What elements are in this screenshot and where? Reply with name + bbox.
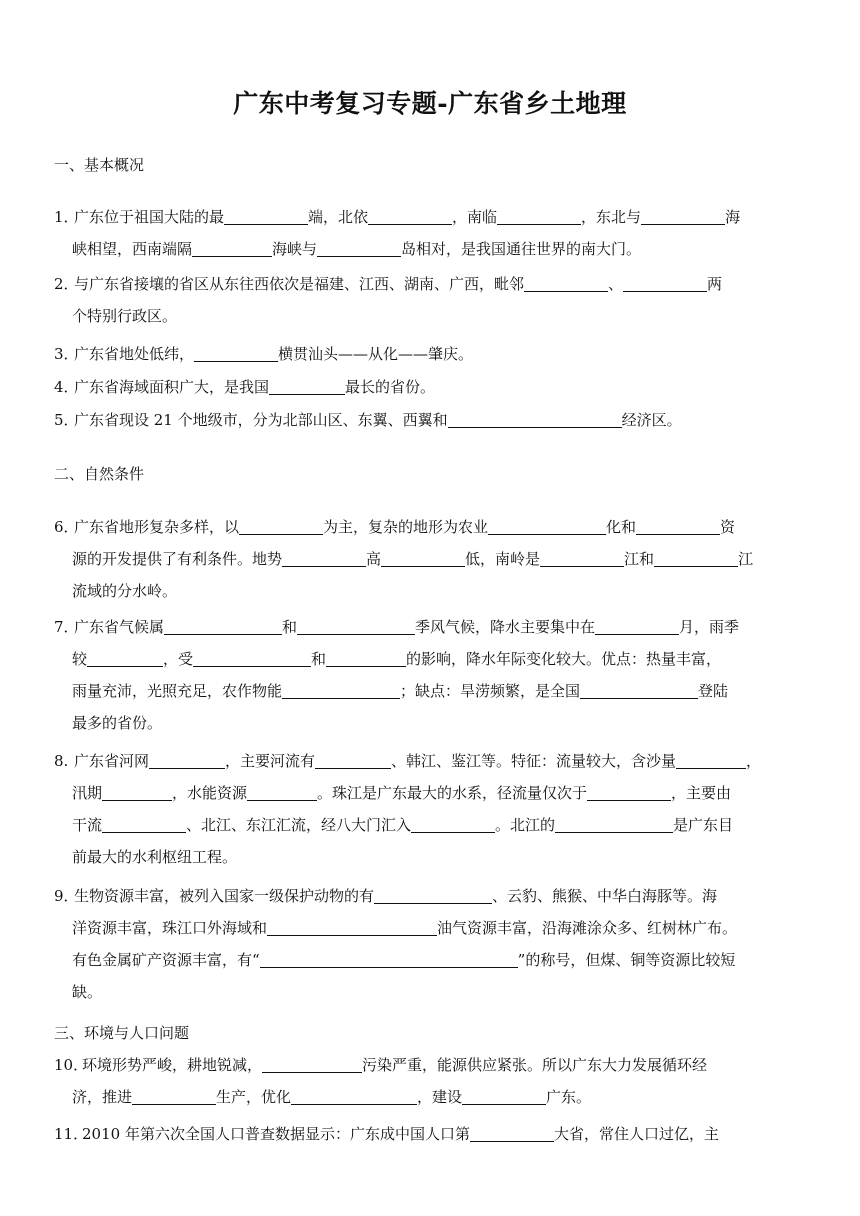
question-text: 济，推进 xyxy=(72,1088,133,1106)
question-2 xyxy=(54,268,810,332)
answer-blank[interactable] xyxy=(623,273,707,292)
question-1 xyxy=(54,201,810,265)
question-text: 低，南岭是 xyxy=(465,550,541,568)
question-text: ， xyxy=(746,752,762,770)
question-text: 较 xyxy=(72,650,88,668)
question-4 xyxy=(54,371,810,403)
question-text: 前最大的水利枢纽工程。 xyxy=(72,848,238,866)
question-text: ，南临 xyxy=(452,208,498,226)
question-9 xyxy=(54,880,810,1008)
question-text: 有色金属矿产资源丰富，有“ xyxy=(72,951,260,969)
question-text: 广东省现设 21 个地级市，分为北部山区、东翼、西翼和 xyxy=(74,411,448,429)
question-number: 1． xyxy=(54,208,79,226)
question-text: 横贯汕头——从化——肇庆。 xyxy=(278,345,474,363)
answer-blank[interactable] xyxy=(462,1086,546,1105)
question-text: 广东位于祖国大陆的最 xyxy=(74,208,225,226)
answer-blank[interactable] xyxy=(262,1054,362,1073)
document-title: 广东中考复习专题-广东省乡土地理 xyxy=(233,89,627,118)
answer-blank[interactable] xyxy=(368,206,452,225)
question-11 xyxy=(54,1118,810,1150)
question-text: 江 xyxy=(738,550,754,568)
question-text: 的影响，降水年际变化较大。优点：热量丰富， xyxy=(406,650,722,668)
question-10 xyxy=(54,1049,810,1113)
question-8 xyxy=(54,745,810,873)
question-text: 江和 xyxy=(624,550,655,568)
question-text: 、北江、东江汇流，经八大门汇入 xyxy=(186,816,412,834)
answer-blank[interactable] xyxy=(194,343,278,362)
question-number: 2． xyxy=(54,275,79,293)
question-text: 季风气候，降水主要集中在 xyxy=(415,618,596,636)
question-text: 端，北依 xyxy=(308,208,369,226)
question-text: 汛期 xyxy=(72,784,103,802)
answer-blank[interactable] xyxy=(540,548,624,567)
question-text: 广东省气候属 xyxy=(74,618,165,636)
answer-blank[interactable] xyxy=(654,548,738,567)
question-text: 大省，常住人口过亿，主 xyxy=(553,1125,719,1143)
question-text: 污染严重，能源供应紧张。所以广东大力发展循环经 xyxy=(362,1056,708,1074)
answer-blank[interactable] xyxy=(448,409,622,428)
answer-blank[interactable] xyxy=(291,1086,417,1105)
question-number: 11． xyxy=(54,1125,89,1143)
answer-blank[interactable] xyxy=(267,917,437,936)
question-text: ，主要由 xyxy=(671,784,732,802)
question-text: 缺。 xyxy=(72,983,103,1001)
answer-blank[interactable] xyxy=(193,648,311,667)
question-text: ，水能资源 xyxy=(172,784,248,802)
question-text: 与广东省接壤的省区从东往西依次是福建、江西、湖南、广西，毗邻 xyxy=(74,275,525,293)
question-text: 是广东目 xyxy=(673,816,734,834)
question-number: 9． xyxy=(54,887,79,905)
answer-blank[interactable] xyxy=(297,616,415,635)
answer-blank[interactable] xyxy=(282,680,400,699)
question-text: 。珠江是广东最大的水系，径流量仅次于 xyxy=(317,784,588,802)
question-text: 个特别行政区。 xyxy=(72,307,178,325)
section-heading-natural: 二、自然条件 xyxy=(54,465,145,483)
question-number: 7． xyxy=(54,618,79,636)
question-number: 8. xyxy=(54,752,69,770)
question-text: 广东省地处低纬， xyxy=(74,345,195,363)
question-text: 、云豹、熊猴、中华白海豚等。海 xyxy=(492,887,718,905)
answer-blank[interactable] xyxy=(326,648,406,667)
question-text: ，受 xyxy=(163,650,194,668)
question-text: 登陆 xyxy=(698,682,729,700)
question-text: 广东省地形复杂多样，以 xyxy=(74,518,240,536)
question-text: 化和 xyxy=(606,518,637,536)
question-text: 海峡与 xyxy=(272,240,318,258)
answer-blank[interactable] xyxy=(315,750,391,769)
answer-blank[interactable] xyxy=(260,949,518,968)
question-text: ；缺点：旱涝频繁，是全国 xyxy=(400,682,581,700)
question-3 xyxy=(54,338,810,370)
answer-blank[interactable] xyxy=(676,750,746,769)
question-6 xyxy=(54,511,810,607)
question-text: 生物资源丰富，被列入国家一级保护动物的有 xyxy=(74,887,375,905)
answer-blank[interactable] xyxy=(381,548,465,567)
question-number: 3． xyxy=(54,345,79,363)
question-text: 和 xyxy=(311,650,327,668)
question-text: 干流 xyxy=(72,816,103,834)
question-text: ”的称号，但煤、铜等资源比较短 xyxy=(517,951,736,969)
answer-blank[interactable] xyxy=(224,206,308,225)
question-text: 最长的省份。 xyxy=(345,378,436,396)
question-text: ，建设 xyxy=(417,1088,463,1106)
question-text: 广东。 xyxy=(546,1088,592,1106)
question-text: 海 xyxy=(725,208,741,226)
question-text: 和 xyxy=(282,618,298,636)
answer-blank[interactable] xyxy=(524,273,608,292)
answer-blank[interactable] xyxy=(102,782,172,801)
answer-blank[interactable] xyxy=(269,376,345,395)
question-text: ，东北与 xyxy=(581,208,642,226)
question-text: 。北江的 xyxy=(495,816,556,834)
answer-blank[interactable] xyxy=(102,814,186,833)
question-text: 广东省海域面积广大，是我国 xyxy=(74,378,270,396)
section-heading-environment: 三、环境与人口问题 xyxy=(54,1024,190,1042)
answer-blank[interactable] xyxy=(497,206,581,225)
question-text: 源的开发提供了有利条件。地势 xyxy=(72,550,283,568)
question-text: 、 xyxy=(608,275,624,293)
answer-blank[interactable] xyxy=(488,516,606,535)
question-text: ，主要河流有 xyxy=(225,752,316,770)
question-text: 为主，复杂的地形为农业 xyxy=(323,518,489,536)
question-text: 两 xyxy=(707,275,723,293)
question-5 xyxy=(54,404,810,436)
answer-blank[interactable] xyxy=(87,648,163,667)
question-number: 10． xyxy=(54,1056,89,1074)
question-text: 流域的分水岭。 xyxy=(72,582,178,600)
question-text: 资 xyxy=(720,518,736,536)
question-number: 5． xyxy=(54,411,79,429)
answer-blank[interactable] xyxy=(149,750,225,769)
question-number: 6． xyxy=(54,518,79,536)
answer-blank[interactable] xyxy=(636,516,720,535)
answer-blank[interactable] xyxy=(595,616,679,635)
question-number: 4． xyxy=(54,378,79,396)
answer-blank[interactable] xyxy=(374,885,492,904)
answer-blank[interactable] xyxy=(587,782,671,801)
question-text: 、韩江、鉴江等。特征：流量较大，含沙量 xyxy=(391,752,677,770)
question-text: 最多的省份。 xyxy=(72,714,163,732)
question-7 xyxy=(54,611,810,739)
answer-blank[interactable] xyxy=(192,238,272,257)
question-text: 雨量充沛，光照充足，农作物能 xyxy=(72,682,283,700)
question-text: 洋资源丰富，珠江口外海域和 xyxy=(72,919,268,937)
answer-blank[interactable] xyxy=(641,206,725,225)
question-text: 月，雨季 xyxy=(679,618,740,636)
answer-blank[interactable] xyxy=(580,680,698,699)
answer-blank[interactable] xyxy=(317,238,401,257)
question-text: 油气资源丰富，沿海滩涂众多、红树林广布。 xyxy=(437,919,738,937)
answer-blank[interactable] xyxy=(247,782,317,801)
section-heading-basic: 一、基本概况 xyxy=(54,156,145,174)
answer-blank[interactable] xyxy=(164,616,282,635)
answer-blank[interactable] xyxy=(555,814,673,833)
question-text: 环境形势严峻，耕地锐减， xyxy=(82,1056,263,1074)
answer-blank[interactable] xyxy=(470,1123,554,1142)
question-text: 广东省河网 xyxy=(74,752,150,770)
answer-blank[interactable] xyxy=(282,548,366,567)
question-text: 经济区。 xyxy=(621,411,682,429)
question-text: 岛相对，是我国通往世界的南大门。 xyxy=(401,240,642,258)
answer-blank[interactable] xyxy=(132,1086,216,1105)
question-text: 生产，优化 xyxy=(216,1088,292,1106)
question-text: 峡相望，西南端隔 xyxy=(72,240,193,258)
answer-blank[interactable] xyxy=(239,516,323,535)
question-text: 高 xyxy=(366,550,382,568)
question-text: 2010 年第六次全国人口普查数据显示：广东成中国人口第 xyxy=(82,1125,470,1143)
answer-blank[interactable] xyxy=(411,814,495,833)
